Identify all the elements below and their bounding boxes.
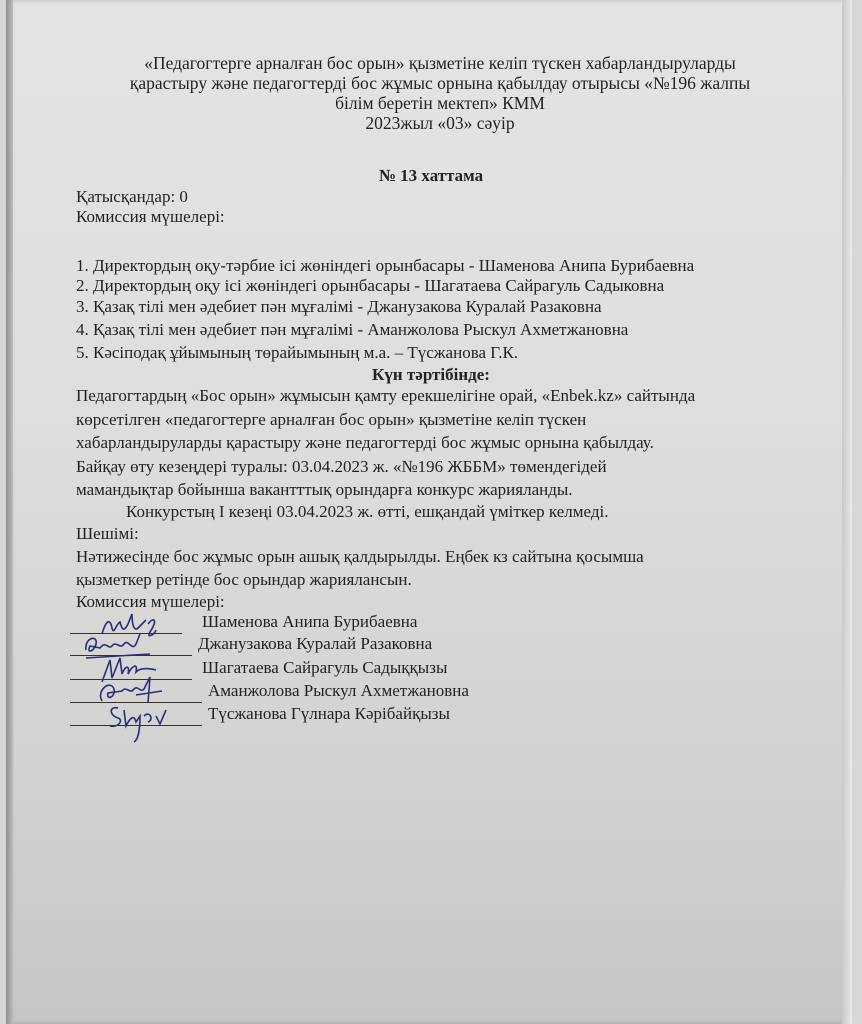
decision-line: қызметкер ретінде бос орындар жариялансын. bbox=[76, 570, 412, 589]
agenda-line: Педагогтардың «Бос орын» жұмысын қамту ерекшелігіне орай, «Enbek.kz» сайтында bbox=[76, 386, 696, 405]
agenda-line: Байқау өту кезеңдері туралы: 03.04.2023 ж. «№196 ЖББМ» төмендегідей bbox=[76, 457, 607, 476]
agenda-line: Конкурстың І кезеңі 03.04.2023 ж. өтті, ешқандай үміткер келмеді. bbox=[126, 502, 609, 521]
commission-label: Комиссия мүшелері: bbox=[76, 207, 225, 226]
member-item: 1. Директордың оқу-тәрбие ісі жөніндегі орынбасары - Шаменова Анипа Бурибаевна bbox=[76, 256, 695, 275]
commission-label-2: Комиссия мүшелері: bbox=[76, 592, 225, 611]
document-title bbox=[70, 53, 810, 133]
signature-mark bbox=[104, 700, 174, 744]
paper-shadow-edge bbox=[6, 0, 13, 1024]
title-line: «Педагогтерге арналған бос орын» қызметіне келіп түскен хабарландыруларды bbox=[144, 53, 736, 73]
agenda-line: хабарландыруларды қарастыру және педагогтерді бос жұмыс орнына қабылдау. bbox=[76, 433, 654, 452]
protocol-number: № 13 хаттама bbox=[378, 166, 484, 185]
agenda-line: көрсетілген «педагогтерге арналған бос орын» қызметіне келіп түскен bbox=[76, 410, 587, 429]
member-item: 2. Директордың оқу ісі жөніндегі орынбасары - Шагатаева Сайрагуль Садыковна bbox=[76, 276, 665, 295]
member-item: 3. Қазақ тілі мен әдебиет пән мұғалімі - Джанузакова Куралай Разаковна bbox=[76, 297, 602, 316]
title-line: қарастыру және педагогтерді бос жұмыс орнына қабылдау отырысы «№196 жалпы bbox=[129, 73, 751, 93]
member-item: 5. Кәсіподақ ұйымының төрайымының м.а. – Түсжанова Г.К. bbox=[76, 343, 519, 362]
member-item: 4. Қазақ тілі мен әдебиет пән мұғалімі - Аманжолова Рыскул Ахметжановна bbox=[76, 320, 629, 339]
agenda-heading: Күн тәртібінде: bbox=[372, 365, 490, 384]
decision-line: Нәтижесінде бос жұмыс орын ашық қалдырылды. Еңбек кз сайтына қосымша bbox=[76, 547, 644, 566]
signatory-name: Аманжолова Рыскул Ахметжановна bbox=[208, 681, 469, 700]
title-line: білім беретін мектеп» КММ bbox=[335, 93, 545, 113]
paper-right-edge bbox=[842, 0, 852, 1024]
agenda-line: мамандықтар бойынша вакантттық орындарға конкурс жарияланды. bbox=[76, 480, 573, 499]
participants: Қатысқандар: 0 bbox=[76, 187, 188, 206]
signature-row bbox=[70, 704, 530, 726]
signatory-name: Джанузакова Куралай Разаковна bbox=[198, 634, 433, 653]
title-date: 2023жыл «03» сәуір bbox=[365, 113, 515, 133]
signatory-name: Шаменова Анипа Бурибаевна bbox=[202, 612, 418, 631]
decision-label: Шешімі: bbox=[76, 524, 139, 543]
signatory-name: Түсжанова Гүлнара Кәрібайқызы bbox=[208, 704, 450, 723]
signatory-name: Шагатаева Сайрагуль Садыққызы bbox=[202, 658, 448, 677]
